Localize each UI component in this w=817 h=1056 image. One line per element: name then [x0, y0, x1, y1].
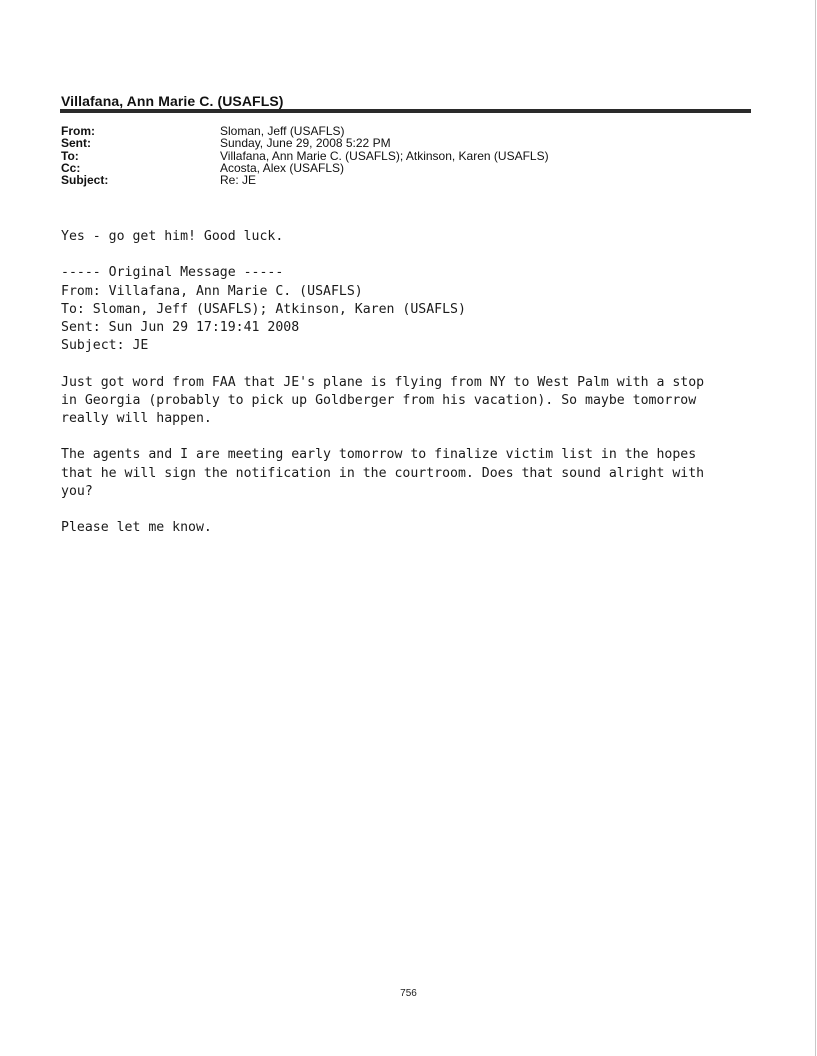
body-line: [61, 428, 761, 446]
mailbox-owner-name: Villafana, Ann Marie C. (USAFLS): [61, 93, 284, 109]
header-row-sent: [61, 137, 549, 149]
header-value-to: Villafana, Ann Marie C. (USAFLS); Atkinson, Karen (USAFLS): [220, 148, 549, 163]
page-number: 756: [400, 988, 417, 999]
header-row-cc: [61, 162, 549, 174]
body-line: Please let me know.: [61, 520, 212, 536]
header-label-from: From:: [61, 124, 95, 138]
body-line: really will happen.: [61, 411, 212, 427]
page-edge-line: [815, 0, 816, 1056]
body-line: ----- Original Message -----: [61, 265, 284, 281]
header-value-sent: Sunday, June 29, 2008 5:22 PM: [220, 136, 391, 151]
header-label-sent: Sent:: [61, 136, 91, 151]
body-line: Sent: Sun Jun 29 17:19:41 2008: [61, 320, 300, 336]
body-line: Yes - go get him! Good luck.: [61, 229, 284, 244]
header-value-subject: Re: JE: [220, 173, 257, 188]
body-line: you?: [61, 483, 93, 499]
body-line: in Georgia (probably to pick up Goldberger from his vacation). So maybe tomorrow: [61, 392, 697, 408]
body-line: From: Villafana, Ann Marie C. (USAFLS): [61, 283, 363, 299]
body-line: To: Sloman, Jeff (USAFLS); Atkinson, Karen (USAFLS): [61, 301, 466, 317]
body-line: that he will sign the notification in the courtroom. Does that sound alright with: [61, 465, 705, 481]
header-value-cc: Acosta, Alex (USAFLS): [220, 160, 345, 175]
header-row-subject: [61, 174, 549, 186]
body-line: Just got word from FAA that JE's plane is flying from NY to West Palm with a stop: [61, 374, 705, 390]
header-label-cc: Cc:: [61, 160, 81, 175]
body-line: [61, 246, 761, 264]
body-line: The agents and I are meeting early tomorrow to finalize victim list in the hopes: [61, 447, 697, 463]
header-label-subject: Subject:: [61, 173, 109, 188]
header-label-to: To:: [61, 148, 79, 163]
body-line: [61, 501, 761, 519]
header-value-from: Sloman, Jeff (USAFLS): [220, 124, 345, 138]
email-header-table: [61, 125, 549, 186]
body-line: [61, 355, 761, 373]
header-divider: [60, 109, 751, 113]
email-body: [61, 228, 761, 537]
body-line: Subject: JE: [61, 338, 149, 354]
